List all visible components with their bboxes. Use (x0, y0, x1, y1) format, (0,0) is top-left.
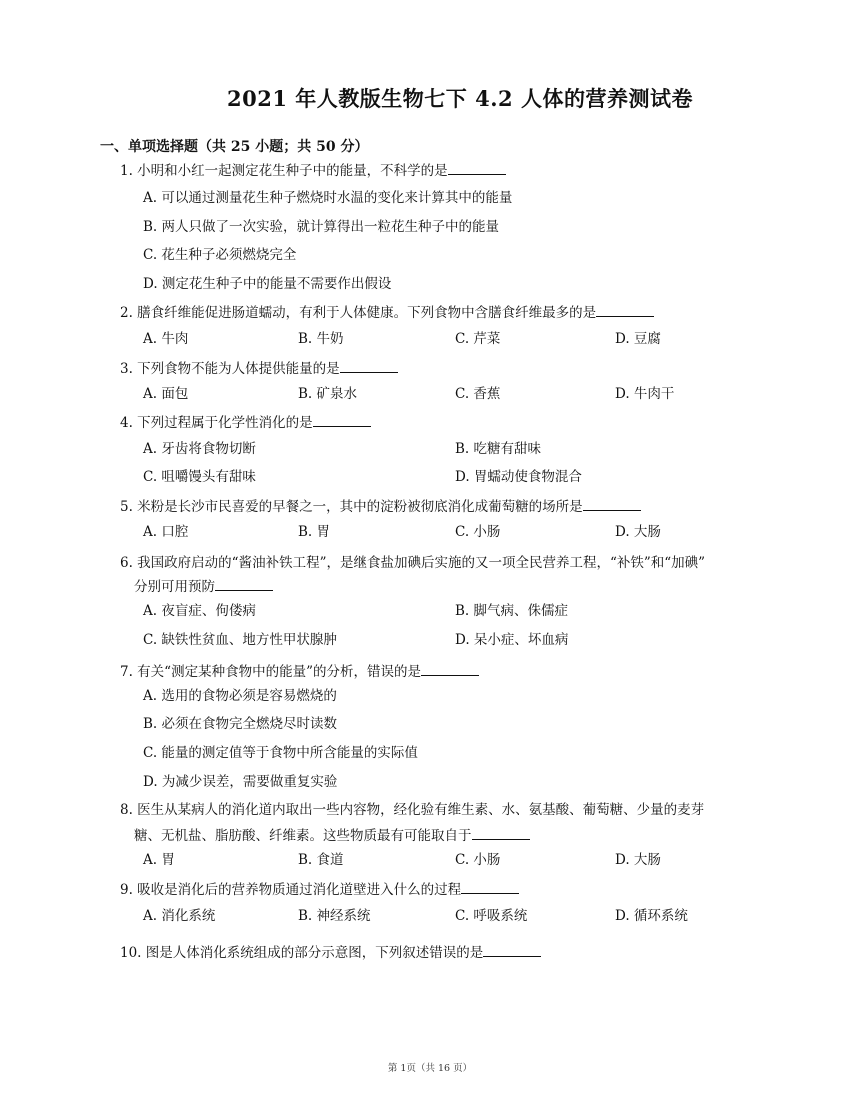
option: A. 夜盲症、佝偻病 (143, 603, 256, 619)
question-text: 1. 小明和小红一起测定花生种子中的能量，不科学的是 (120, 163, 448, 179)
question-text: 7. 有关“测定某种食物中的能量”的分析，错误的是 (120, 664, 421, 680)
option: D. 大肠 (615, 852, 661, 868)
option: A. 口腔 (143, 524, 189, 540)
option: D. 牛肉干 (615, 386, 675, 402)
option: A. 选用的食物必须是容易燃烧的 (143, 688, 337, 704)
option: A. 可以通过测量花生种子燃烧时水温的变化来计算其中的能量 (143, 190, 513, 206)
question-text: 8. 医生从某病人的消化道内取出一些内容物，经化验有维生素、水、氨基酸、葡萄糖、少量的麦芽 (120, 802, 705, 818)
question-text: 6. 我国政府启动的“酱油补铁工程”，是继食盐加碘后实施的又一项全民营养工程，“补铁”和“加碘” (120, 555, 706, 571)
page-title: 2021 年人教版生物七下 4.2 人体的营养测试卷 (227, 86, 693, 111)
option: A. 面包 (143, 386, 189, 402)
question-10 (120, 942, 541, 963)
section-heading: 一、单项选择题（共 25 小题；共 50 分） (100, 139, 369, 155)
option: C. 香蕉 (455, 386, 501, 402)
option: B. 胃 (298, 524, 331, 540)
answer-blank (461, 879, 519, 894)
option: C. 小肠 (455, 524, 501, 540)
question-3 (120, 358, 398, 379)
option: C. 花生种子必须燃烧完全 (143, 247, 297, 263)
question-9 (120, 879, 519, 900)
option: B. 矿泉水 (298, 386, 358, 402)
question-text: 10. 图是人体消化系统组成的部分示意图，下列叙述错误的是 (120, 945, 484, 961)
option: C. 呼吸系统 (455, 908, 528, 924)
answer-blank (583, 496, 641, 511)
option: B. 两人只做了一次实验，就计算得出一粒花生种子中的能量 (143, 219, 500, 235)
option: C. 小肠 (455, 852, 501, 868)
option: D. 循环系统 (615, 908, 688, 924)
option: B. 必须在食物完全燃烧尽时读数 (143, 716, 338, 732)
option: B. 食道 (298, 852, 344, 868)
question-4 (120, 412, 371, 433)
option: A. 牙齿将食物切断 (143, 441, 256, 457)
answer-blank (448, 160, 506, 175)
question-text: 糖、无机盐、脂肪酸、纤维素。这些物质最有可能取自于 (134, 828, 472, 844)
option: A. 牛肉 (143, 331, 189, 347)
option: D. 豆腐 (615, 331, 661, 347)
question-8 (120, 800, 704, 820)
option: D. 测定花生种子中的能量不需要作出假设 (143, 276, 392, 292)
question-6 (120, 553, 705, 573)
answer-blank (340, 358, 398, 373)
answer-blank (596, 302, 654, 317)
option: A. 消化系统 (143, 908, 216, 924)
option: C. 缺铁性贫血、地方性甲状腺肿 (143, 632, 337, 648)
question-text: 5. 米粉是长沙市民喜爱的早餐之一，其中的淀粉被彻底消化成葡萄糖的场所是 (120, 499, 583, 515)
option: D. 为减少误差，需要做重复实验 (143, 774, 338, 790)
option: D. 呆小症、坏血病 (455, 632, 569, 648)
answer-blank (421, 661, 479, 676)
option: B. 吃糖有甜味 (455, 441, 542, 457)
question-text: 4. 下列过程属于化学性消化的是 (120, 415, 313, 431)
question-text: 3. 下列食物不能为人体提供能量的是 (120, 361, 340, 377)
question-2 (120, 302, 654, 323)
option: B. 脚气病、侏儒症 (455, 603, 569, 619)
answer-blank (313, 412, 371, 427)
question-text: 分别可用预防 (134, 579, 215, 595)
option: D. 胃蠕动使食物混合 (455, 469, 582, 485)
option: C. 咀嚼馒头有甜味 (143, 469, 256, 485)
option: B. 神经系统 (298, 908, 371, 924)
question-text: 2. 膳食纤维能促进肠道蠕动，有利于人体健康。下列食物中含膳食纤维最多的是 (120, 305, 597, 321)
question-7 (120, 661, 479, 682)
option: D. 大肠 (615, 524, 661, 540)
question-5 (120, 496, 641, 517)
answer-blank (215, 576, 273, 591)
question-8-cont (134, 825, 530, 846)
question-1 (120, 160, 506, 181)
option: A. 胃 (143, 852, 175, 868)
answer-blank (483, 942, 541, 957)
option: C. 芹菜 (455, 331, 501, 347)
question-6-cont (134, 576, 273, 597)
option: B. 牛奶 (298, 331, 344, 347)
answer-blank (472, 825, 530, 840)
option: C. 能量的测定值等于食物中所含能量的实际值 (143, 745, 418, 761)
page-footer: 第 1页（共 16 页） (387, 1063, 473, 1074)
question-text: 9. 吸收是消化后的营养物质通过消化道壁进入什么的过程 (120, 882, 462, 898)
